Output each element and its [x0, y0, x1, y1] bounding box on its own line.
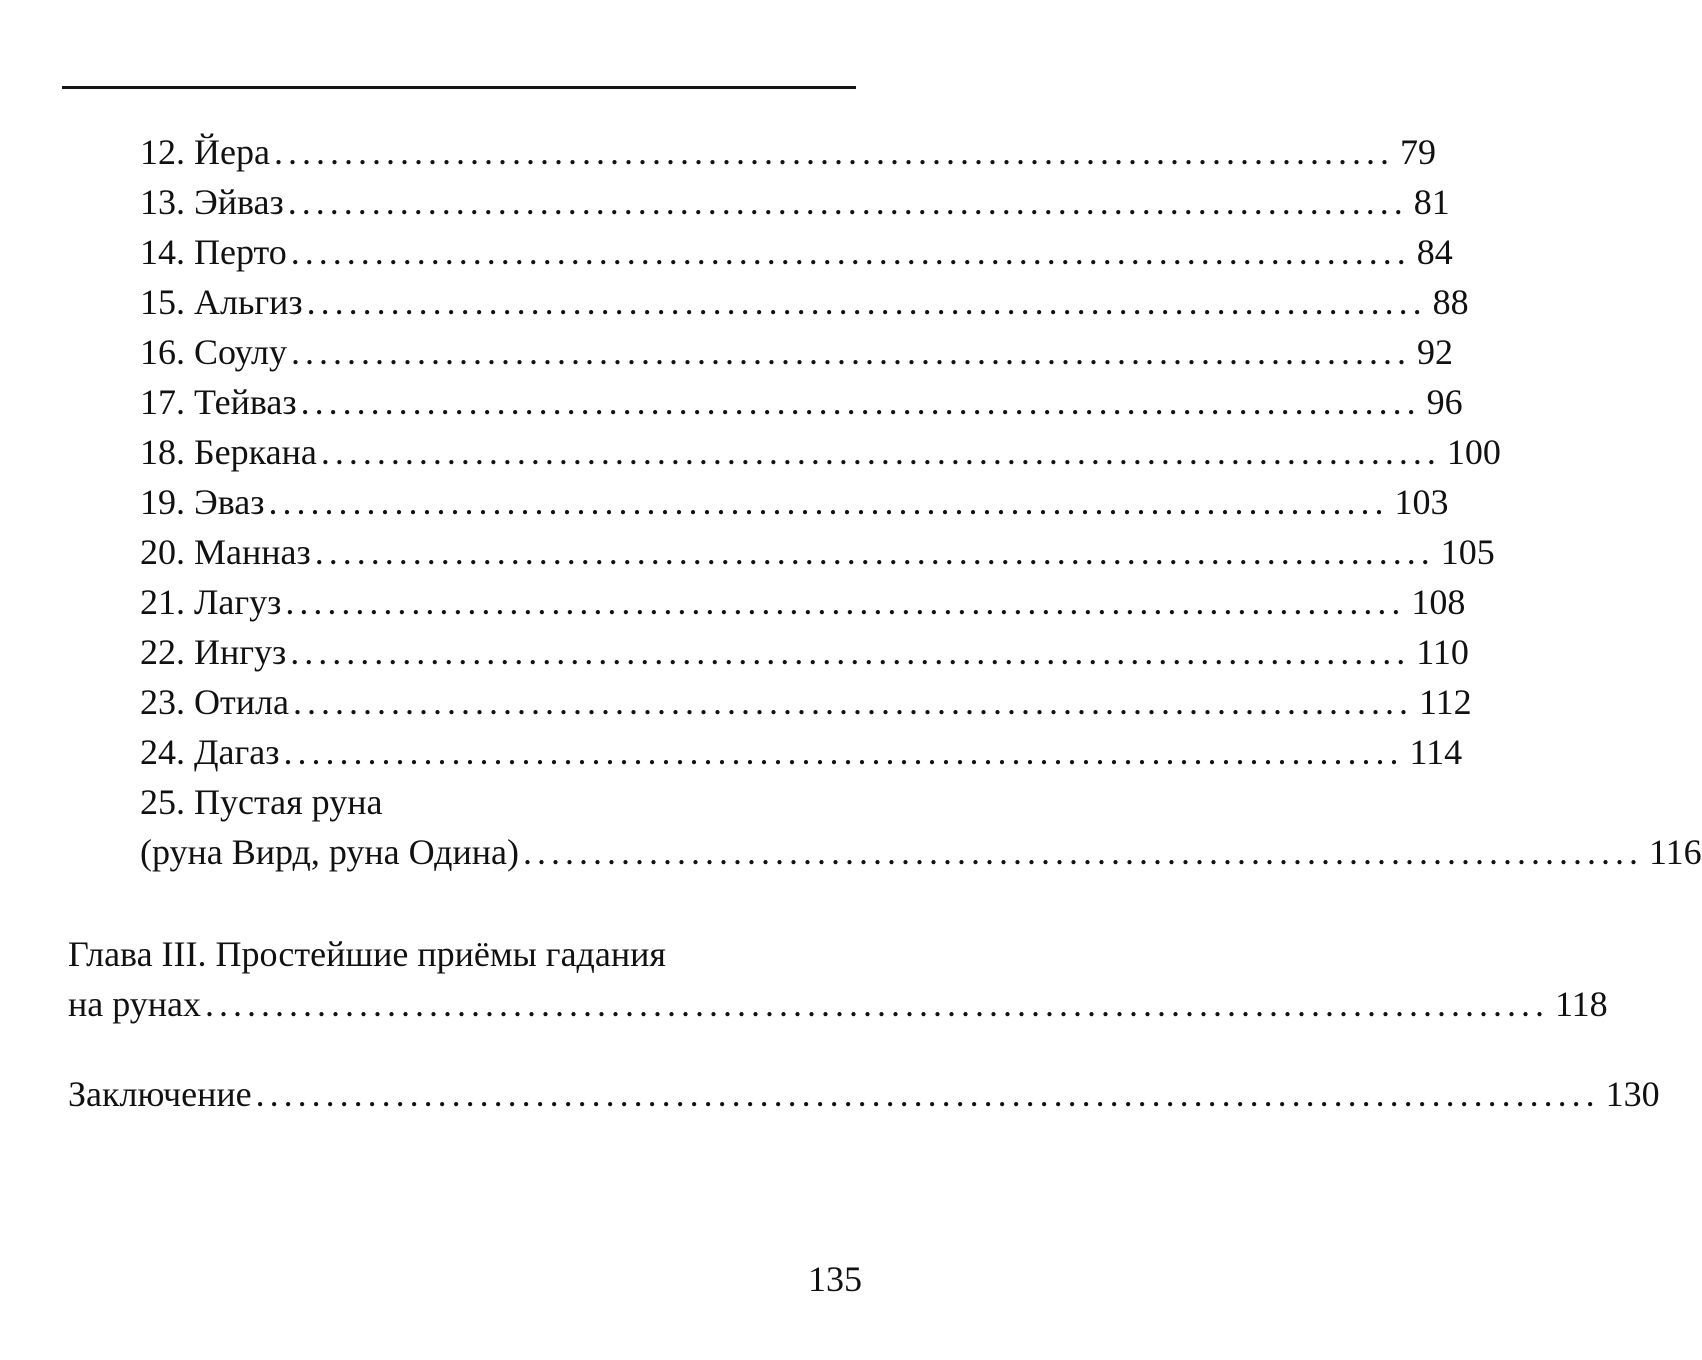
toc-entry-page: 110: [1416, 632, 1469, 672]
toc-entry-title: 12. Йера: [140, 132, 270, 172]
dot-leader: ................................................................................: [522, 832, 1643, 872]
toc-entry-title: Заключение: [68, 1074, 252, 1114]
toc-entry-18[interactable]: [140, 430, 1501, 474]
dot-leader: ................................................................................: [300, 382, 1421, 422]
toc-entry-page: 103: [1394, 482, 1449, 522]
toc-entry-14[interactable]: [140, 230, 1453, 274]
toc-entry-25[interactable]: [140, 830, 1702, 874]
toc-entry-16[interactable]: [140, 330, 1454, 374]
toc-entry-15[interactable]: [140, 280, 1469, 324]
toc-entry-title: 24. Дагаз: [140, 732, 280, 772]
dot-leader: ................................................................................: [292, 682, 1413, 722]
toc-entry-13[interactable]: [140, 180, 1450, 224]
dot-leader: ................................................................................: [273, 132, 1394, 172]
toc-entry-20[interactable]: [140, 530, 1495, 574]
toc-entry-23[interactable]: [140, 680, 1472, 724]
toc-entry-page: 112: [1418, 682, 1472, 722]
dot-leader: ................................................................................: [290, 632, 1411, 672]
toc-entry-title: 23. Отила: [140, 682, 289, 722]
toc-entry-page: 130: [1605, 1074, 1660, 1114]
dot-leader: ................................................................................: [290, 232, 1411, 272]
chapter-3-title-line1[interactable]: Глава III. Простейшие приёмы гадания: [68, 934, 666, 974]
dot-leader: ................................................................................................: [255, 1074, 1600, 1114]
page-number: 135: [808, 1259, 862, 1299]
toc-entry-21[interactable]: [140, 580, 1466, 624]
toc-entry-page: 108: [1411, 582, 1466, 622]
toc-entry-24[interactable]: [140, 730, 1463, 774]
dot-leader: ................................................................................: [268, 482, 1389, 522]
toc-entry-title: 19. Эваз: [140, 482, 265, 522]
dot-leader: ................................................................................: [306, 282, 1427, 322]
toc-entry-19[interactable]: [140, 480, 1449, 524]
toc-entry-title: (руна Вирд, руна Одина): [140, 832, 519, 872]
toc-entry-title: 14. Перто: [140, 232, 287, 272]
toc-entry-title: 15. Альгиз: [140, 282, 303, 322]
toc-entry-page: 118: [1555, 984, 1608, 1024]
toc-entry-title: 13. Эйваз: [140, 182, 284, 222]
toc-entry-page: 79: [1399, 132, 1436, 172]
toc-entry-title: 22. Ингуз: [140, 632, 287, 672]
toc-entry-page: 96: [1426, 382, 1463, 422]
toc-entry-title: 18. Беркана: [140, 432, 317, 472]
toc-entry-page: 100: [1446, 432, 1501, 472]
dot-leader: ................................................................................: [320, 432, 1441, 472]
toc-entry-title: 20. Манназ: [140, 532, 311, 572]
dot-leader: ................................................................................: [314, 532, 1435, 572]
dot-leader: ................................................................................: [285, 582, 1406, 622]
dot-leader: ................................................................................: [291, 332, 1412, 372]
toc-entry-17[interactable]: [140, 380, 1463, 424]
dot-leader: ................................................................................: [283, 732, 1404, 772]
toc-entry-title: 16. Соулу: [140, 332, 288, 372]
toc-entry-22[interactable]: [140, 630, 1469, 674]
toc-entry-title: на рунах: [68, 984, 202, 1024]
toc-entry-page: 105: [1440, 532, 1495, 572]
toc-entry-title: 17. Тейваз: [140, 382, 297, 422]
toc-entry-conclusion[interactable]: [68, 1072, 1660, 1116]
header-rule: [62, 86, 856, 89]
toc-entry-chapter-3[interactable]: [68, 982, 1608, 1026]
toc-entry-page: 88: [1432, 282, 1469, 322]
dot-leader: ................................................................................: [287, 182, 1408, 222]
dot-leader: ................................................................................................: [205, 984, 1550, 1024]
toc-entry-page: 116: [1648, 832, 1702, 872]
toc-entry-25-line1[interactable]: 25. Пустая руна: [140, 782, 383, 822]
toc-entry-page: 114: [1409, 732, 1463, 772]
toc-entry-title: 21. Лагуз: [140, 582, 282, 622]
toc-entry-12[interactable]: [140, 130, 1436, 174]
toc-entry-page: 84: [1416, 232, 1453, 272]
toc-entry-page: 81: [1413, 182, 1450, 222]
toc-entry-page: 92: [1417, 332, 1454, 372]
